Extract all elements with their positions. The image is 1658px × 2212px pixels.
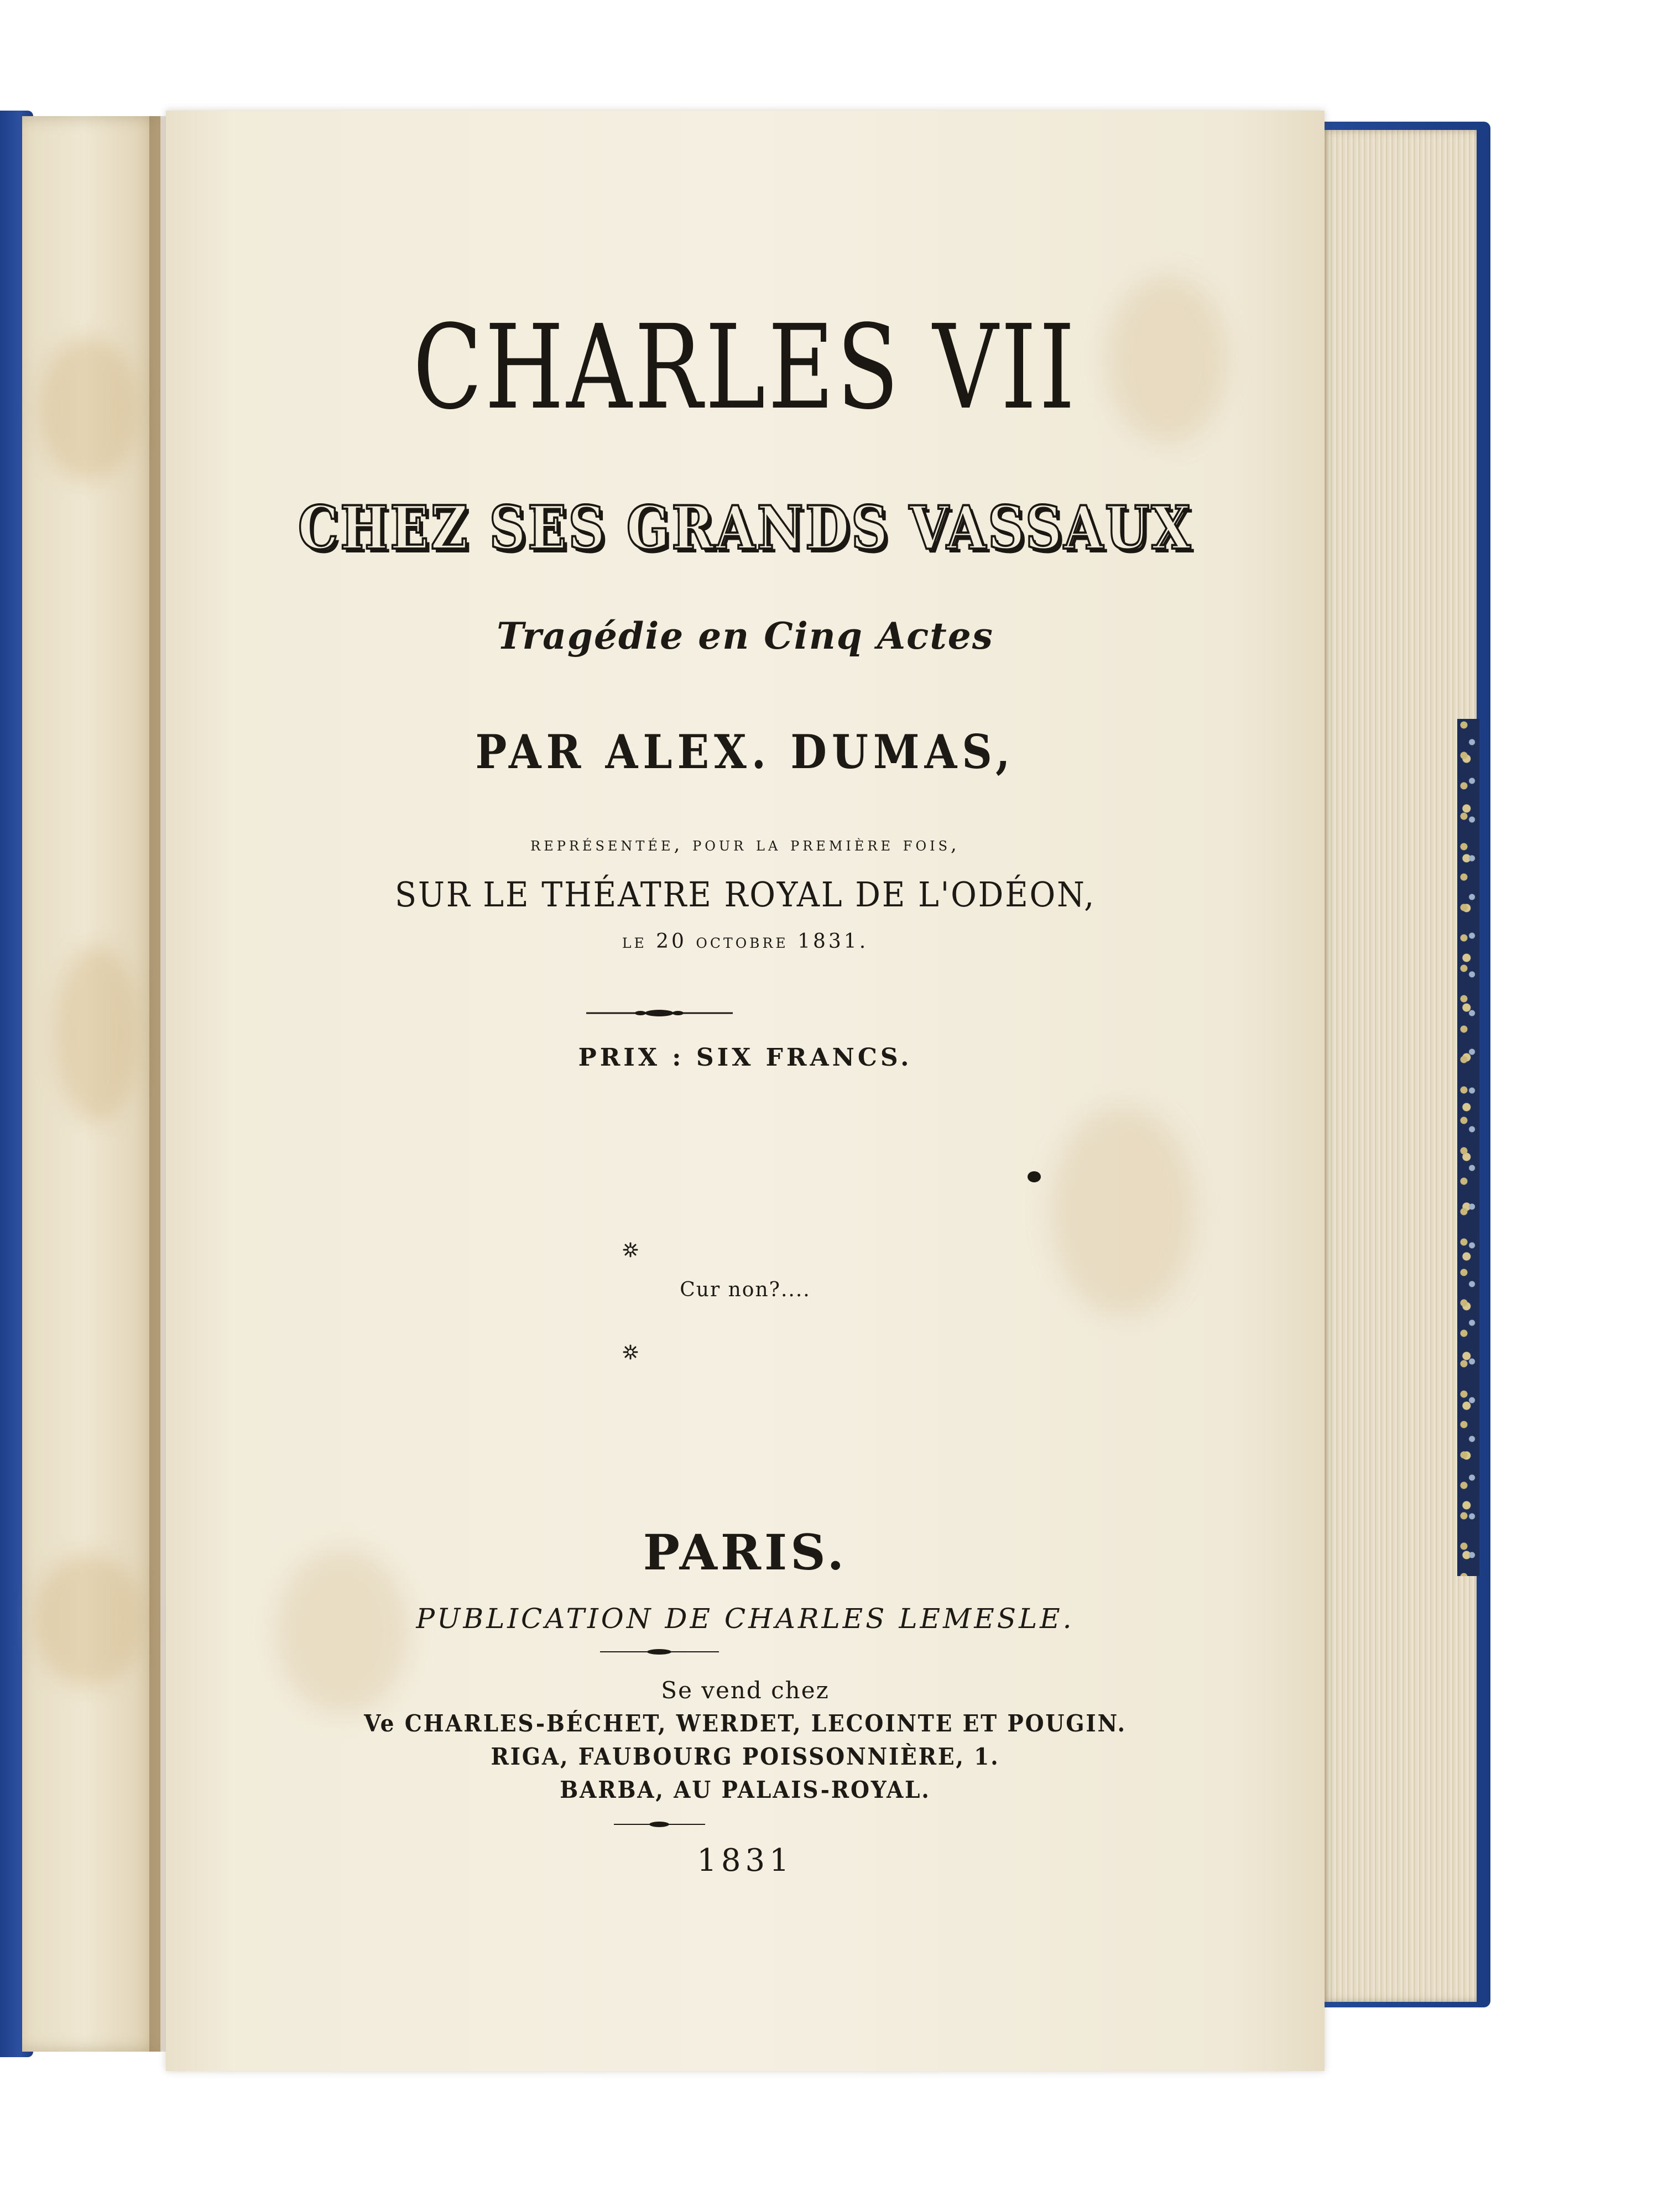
price-line: PRIX : SIX FRANCS. <box>578 1044 913 1072</box>
book-title: CHARLES VII <box>413 300 1078 435</box>
page-edges <box>1322 130 1477 2002</box>
imprint-seller: RIGA, FAUBOURG POISSONNIÈRE, 1. <box>491 1743 1000 1770</box>
genre-line: Tragédie en Cinq Actes <box>497 614 994 658</box>
performance-date: le 20 octobre 1831. <box>622 930 869 953</box>
performance-venue: SUR LE THÉATRE ROYAL DE L'ODÉON, <box>395 874 1096 915</box>
ornamental-rule-icon <box>586 1008 733 1018</box>
imprint-city: PARIS. <box>643 1524 848 1581</box>
book-subtitle: CHEZ SES GRANDS VASSAUX <box>298 493 1193 563</box>
imprint-publisher: PUBLICATION DE CHARLES LEMESLE. <box>416 1603 1075 1635</box>
imprint-seller: Ve CHARLES-BÉCHET, WERDET, LECOINTE ET POUGIN. <box>364 1710 1127 1737</box>
motto: Cur non?.... <box>680 1279 811 1301</box>
imprint-seller: BARBA, AU PALAIS-ROYAL. <box>560 1776 931 1803</box>
ornamental-rule-icon <box>600 1647 719 1657</box>
imprint-sold-at: Se vend chez <box>661 1677 830 1704</box>
author-line: PAR ALEX. DUMAS, <box>475 724 1015 779</box>
performance-note: représentée, pour la première fois, <box>530 833 960 855</box>
left-endpaper <box>22 116 160 2052</box>
imprint-year: 1831 <box>697 1843 794 1879</box>
fleuron-top-icon <box>622 1241 639 1258</box>
marbled-endpaper <box>1457 719 1479 1576</box>
ornamental-rule-icon <box>614 1819 705 1829</box>
ink-spot <box>1028 1171 1041 1182</box>
fleuron-bottom-icon <box>622 1344 639 1360</box>
